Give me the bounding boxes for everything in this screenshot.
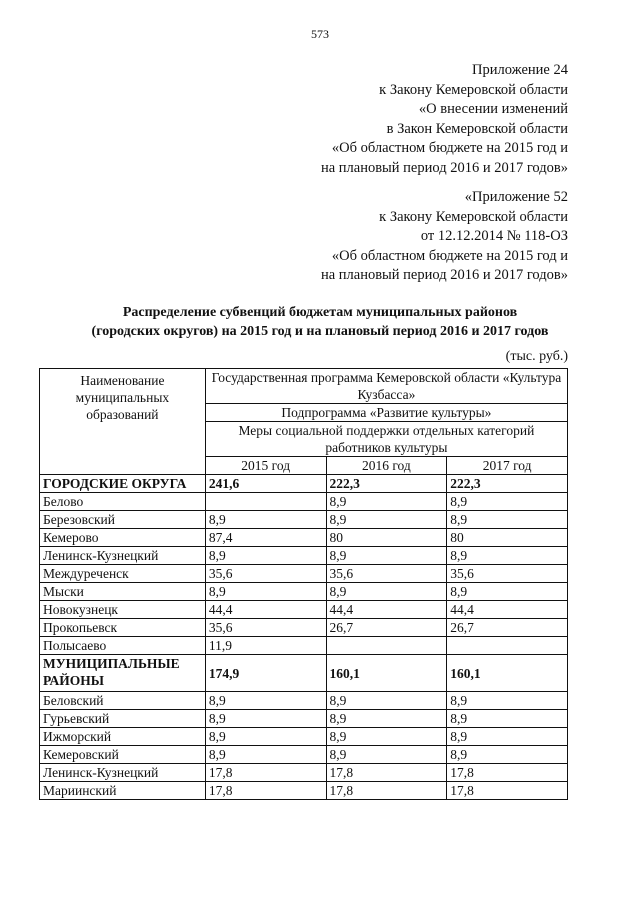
- value-2017-cell: 26,7: [447, 619, 568, 637]
- value-2015-cell: 35,6: [205, 565, 326, 583]
- value-2017-cell: 17,8: [447, 764, 568, 782]
- document-title: [0, 303, 640, 341]
- appendix-24-line: Приложение 24: [472, 62, 568, 78]
- table-row: [40, 692, 568, 710]
- value-2017-cell: 8,9: [447, 728, 568, 746]
- value-2016-cell: 222,3: [326, 475, 447, 493]
- value-2015-cell: 8,9: [205, 511, 326, 529]
- value-2016-cell: 8,9: [326, 583, 447, 601]
- header-year-2016: 2016 год: [326, 457, 447, 475]
- value-2015-cell: 8,9: [205, 710, 326, 728]
- value-2016-cell: 44,4: [326, 601, 447, 619]
- appendix-52-line: к Закону Кемеровской области: [379, 208, 568, 225]
- value-2015-cell: 44,4: [205, 601, 326, 619]
- table-row: [40, 637, 568, 655]
- municipality-name-cell: Белово: [40, 493, 206, 511]
- table-row: [40, 583, 568, 601]
- page-number: 573: [311, 27, 329, 41]
- subvention-table: [39, 368, 568, 800]
- municipality-name-cell: Новокузнецк: [40, 601, 206, 619]
- municipality-name-cell: Мариинский: [40, 782, 206, 800]
- value-2015-cell: 17,8: [205, 782, 326, 800]
- value-2016-cell: 8,9: [326, 692, 447, 710]
- value-2017-cell: [447, 637, 568, 655]
- municipality-name-cell: Ижморский: [40, 728, 206, 746]
- table-total-row: [40, 655, 568, 692]
- municipality-name-cell: Ленинск-Кузнецкий: [40, 547, 206, 565]
- municipality-name-cell: Кемеровский: [40, 746, 206, 764]
- table-row: [40, 764, 568, 782]
- value-2016-cell: [326, 637, 447, 655]
- header-year-2017: 2017 год: [447, 457, 568, 475]
- appendix-52-line: на плановый период 2016 и 2017 годов»: [320, 267, 568, 283]
- value-2017-cell: 17,8: [447, 782, 568, 800]
- appendix-52-block: [321, 188, 568, 286]
- header-subprogram: Подпрограмма «Развитие культуры»: [205, 404, 567, 422]
- table-body: [40, 475, 568, 800]
- value-2016-cell: 80: [326, 529, 447, 547]
- value-2017-cell: 160,1: [447, 655, 568, 692]
- appendix-24-line: «О внесении изменений: [418, 101, 568, 117]
- value-2015-cell: 8,9: [205, 746, 326, 764]
- value-2017-cell: 222,3: [447, 475, 568, 493]
- value-2015-cell: 11,9: [205, 637, 326, 655]
- appendix-24-line: на плановый период 2016 и 2017 годов»: [320, 159, 568, 176]
- table-row: [40, 565, 568, 583]
- value-2016-cell: 17,8: [326, 782, 447, 800]
- header-program: Государственная программа Кемеровской области «Культура Кузбасса»: [205, 369, 567, 404]
- value-2017-cell: 8,9: [447, 710, 568, 728]
- value-2017-cell: 8,9: [447, 583, 568, 601]
- value-2017-cell: 8,9: [447, 692, 568, 710]
- table-row: [40, 511, 568, 529]
- header-municipality: Наименование муниципальных образований: [40, 369, 206, 475]
- appendix-52-line: от 12.12.2014 № 118-ОЗ: [420, 228, 568, 244]
- municipality-name-cell: Гурьевский: [40, 710, 206, 728]
- value-2015-cell: [205, 493, 326, 511]
- value-2015-cell: 87,4: [205, 529, 326, 547]
- table-row: [40, 493, 568, 511]
- value-2017-cell: 8,9: [447, 511, 568, 529]
- units-label: (тыс. руб.): [505, 349, 568, 364]
- value-2017-cell: 8,9: [447, 547, 568, 565]
- header-year-2015: 2015 год: [205, 457, 326, 475]
- value-2015-cell: 174,9: [205, 655, 326, 692]
- value-2016-cell: 8,9: [326, 728, 447, 746]
- appendix-24-block: [321, 61, 568, 178]
- header-measure: Меры социальной поддержки отдельных категорий работников культуры: [205, 422, 567, 457]
- appendix-24-line: в Закон Кемеровской области: [386, 120, 568, 137]
- table-row: [40, 547, 568, 565]
- value-2016-cell: 35,6: [326, 565, 447, 583]
- table-row: [40, 728, 568, 746]
- value-2017-cell: 80: [447, 529, 568, 547]
- value-2016-cell: 8,9: [326, 511, 447, 529]
- municipality-name-cell: Кемерово: [40, 529, 206, 547]
- value-2016-cell: 8,9: [326, 710, 447, 728]
- municipality-name-cell: Полысаево: [40, 637, 206, 655]
- value-2016-cell: 17,8: [326, 764, 447, 782]
- value-2016-cell: 8,9: [326, 547, 447, 565]
- document-title-line-2: (городских округов) на 2015 год и на плановый период 2016 и 2017 годов: [91, 324, 549, 339]
- municipality-name-cell: Ленинск-Кузнецкий: [40, 764, 206, 782]
- value-2015-cell: 8,9: [205, 692, 326, 710]
- value-2015-cell: 17,8: [205, 764, 326, 782]
- municipality-name-cell: ГОРОДСКИЕ ОКРУГА: [40, 475, 206, 493]
- table-row: [40, 710, 568, 728]
- appendix-52-line: «Об областном бюджете на 2015 год и: [331, 247, 568, 264]
- value-2017-cell: 44,4: [447, 601, 568, 619]
- value-2015-cell: 241,6: [205, 475, 326, 493]
- municipality-name-cell: МУНИЦИПАЛЬНЫЕ РАЙОНЫ: [40, 655, 206, 692]
- table-row: [40, 601, 568, 619]
- appendix-24-line: к Закону Кемеровской области: [379, 81, 568, 98]
- document-title-line-1: Распределение субвенций бюджетам муниципальных районов: [122, 305, 518, 320]
- value-2015-cell: 8,9: [205, 583, 326, 601]
- table-total-row: [40, 475, 568, 493]
- municipality-name-cell: Беловский: [40, 692, 206, 710]
- value-2016-cell: 8,9: [326, 493, 447, 511]
- municipality-name-cell: Прокопьевск: [40, 619, 206, 637]
- appendix-24-line: «Об областном бюджете на 2015 год и: [331, 140, 568, 156]
- appendix-52-line: «Приложение 52: [464, 189, 568, 205]
- value-2015-cell: 8,9: [205, 547, 326, 565]
- value-2017-cell: 35,6: [447, 565, 568, 583]
- table-row: [40, 529, 568, 547]
- municipality-name-cell: Березовский: [40, 511, 206, 529]
- municipality-name-cell: Междуреченск: [40, 565, 206, 583]
- value-2016-cell: 160,1: [326, 655, 447, 692]
- value-2016-cell: 8,9: [326, 746, 447, 764]
- value-2015-cell: 35,6: [205, 619, 326, 637]
- table-row: [40, 619, 568, 637]
- value-2016-cell: 26,7: [326, 619, 447, 637]
- table-row: [40, 746, 568, 764]
- municipality-name-cell: Мыски: [40, 583, 206, 601]
- value-2017-cell: 8,9: [447, 493, 568, 511]
- value-2017-cell: 8,9: [447, 746, 568, 764]
- table-row: [40, 782, 568, 800]
- value-2015-cell: 8,9: [205, 728, 326, 746]
